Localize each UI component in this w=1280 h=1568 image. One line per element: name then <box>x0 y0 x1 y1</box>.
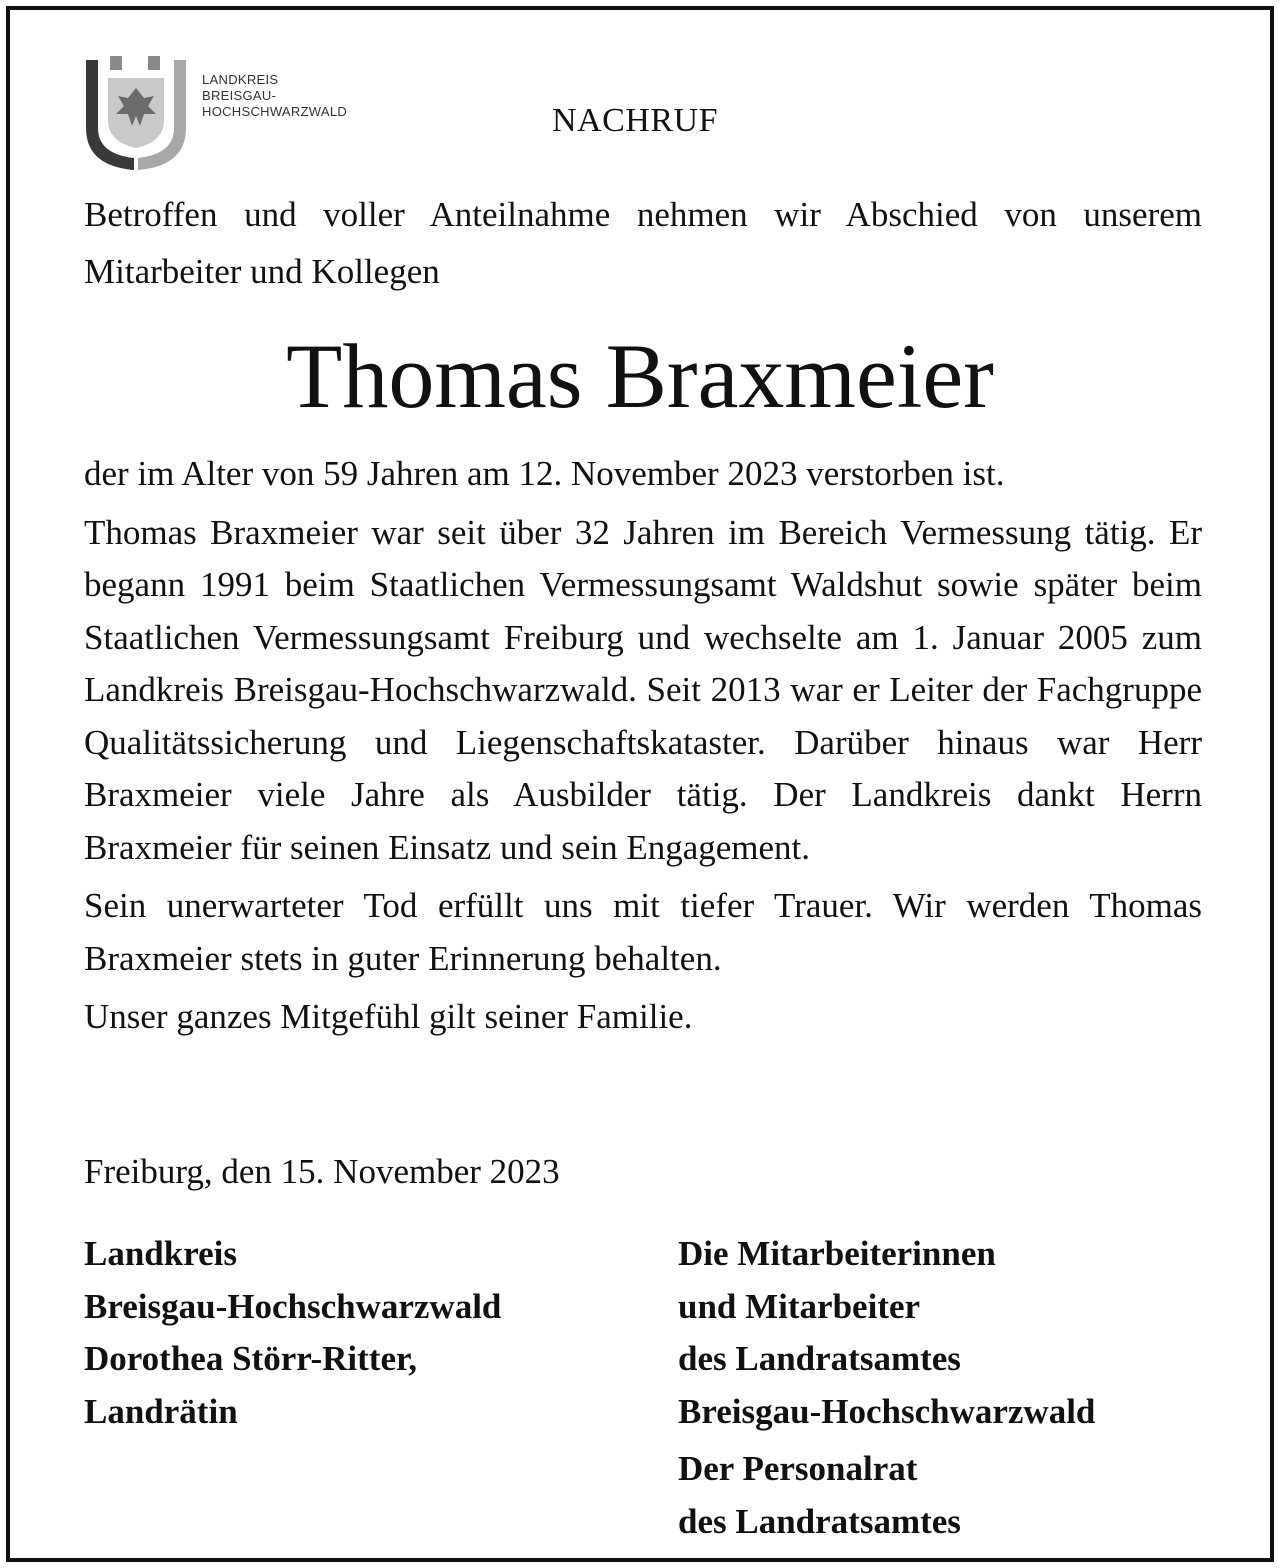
signature-staff <box>678 1228 1095 1548</box>
signature-line: und Mitarbeiter <box>678 1286 921 1326</box>
signature-line: Der Personalrat <box>678 1449 918 1488</box>
signature-line: des Landratsamtes <box>678 1339 961 1378</box>
obituary-notice <box>6 6 1274 1562</box>
signature-line: Landkreis <box>84 1234 238 1273</box>
signature-line: Dorothea Störr-Ritter, <box>84 1339 418 1378</box>
intro-text: Betroffen und voller Anteilnahme nehmen wir Abschied von unserem Mitarbeiter und Kollegen <box>84 195 1202 291</box>
logo-line-1: LANDKREIS <box>202 72 279 87</box>
signature-line: Landrätin <box>84 1391 238 1431</box>
family-sympathy-line: Unser ganzes Mitgefühl gilt seiner Familie. <box>84 997 693 1036</box>
district-logo <box>82 54 402 174</box>
signature-line: Die Mitarbeiterinnen <box>678 1234 996 1273</box>
signature-line: Breisgau-Hochschwarzwald <box>84 1286 502 1326</box>
signature-line: des Landratsamtes <box>678 1501 961 1541</box>
place-and-date: Freiburg, den 15. November 2023 <box>84 1152 560 1191</box>
age-date-line: der im Alter von 59 Jahren am 12. November 2023 verstorben ist. <box>84 454 1005 493</box>
logo-line-2: BREISGAU- <box>202 88 277 103</box>
notice-title: NACHRUF <box>552 102 718 139</box>
condolence-paragraph: Sein unerwarteter Tod erfüllt uns mit tiefer Trauer. Wir werden Thomas Braxmeier stets in guter Erinnerung behalten. <box>84 886 1202 978</box>
deceased-name: Thomas Braxmeier <box>286 325 994 427</box>
signature-district <box>84 1228 501 1438</box>
logo-line-3: HOCHSCHWARZWALD <box>202 104 348 119</box>
career-paragraph: Thomas Braxmeier war seit über 32 Jahren im Bereich Vermessung tätig. Er begann 1991 beim Staatlichen Vermessungsamt Waldshut sowie später beim Staatlichen Vermessungsamt Freiburg und wechselte am 1. Januar 2005 zum Landkreis Breisgau-Hochschwarzwald. Seit 2013 war er Leiter der Fachgruppe Qualitätssicherung und Liegenschaftskataster. Darüber hinaus war Herr Braxmeier viele Jahre als Ausbilder tätig. Der Landkreis dankt Herrn Braxmeier für seinen Einsatz und sein Engagement. <box>84 512 1202 867</box>
district-crest-icon <box>82 54 192 172</box>
signature-line: Breisgau-Hochschwarzwald <box>678 1391 1096 1431</box>
notice-body <box>84 448 1202 1050</box>
logo-wordmark <box>202 72 347 120</box>
